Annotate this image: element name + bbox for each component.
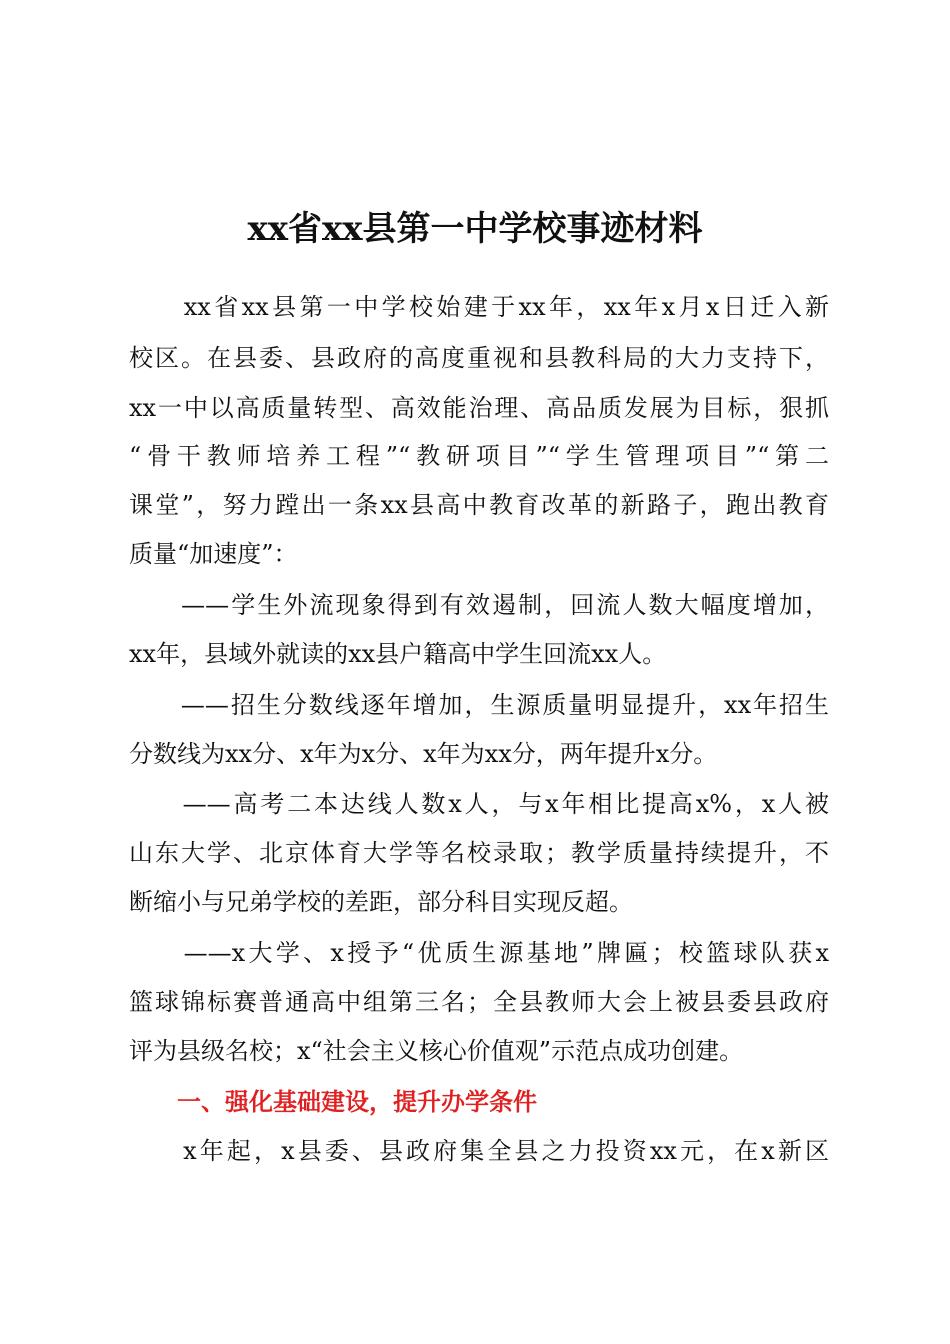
body-line: ——x大学、x授予“优质生源基地”牌匾；校篮球队获x — [129, 939, 829, 967]
body-line: ——学生外流现象得到有效遏制，回流人数大幅度增加， — [129, 591, 829, 619]
body-line: xx省xx县第一中学校始建于xx年，xx年x月x日迁入新 — [129, 293, 829, 321]
body-line: 分数线为xx分、x年为x分、x年为xx分，两年提升x分。 — [129, 740, 718, 768]
body-line: 质量“加速度”： — [129, 540, 298, 568]
body-line: 山东大学、北京体育大学等名校录取；教学质量持续提升，不 — [129, 839, 829, 867]
body-line: 课堂”，努力蹚出一条xx县高中教育改革的新路子，跑出教育 — [129, 491, 829, 519]
body-line: xx年，县域外就读的xx县户籍高中学生回流xx人。 — [129, 640, 667, 668]
body-line: 断缩小与兄弟学校的差距，部分科目实现反超。 — [129, 888, 633, 916]
document-title: xx省xx县第一中学校事迹材料 — [247, 209, 703, 249]
body-line: x年起，x县委、县政府集全县之力投资xx元，在x新区 — [129, 1137, 829, 1165]
section-heading: 一、强化基础建设，提升办学条件 — [129, 1087, 537, 1116]
body-line: “骨干教师培养工程”“教研项目”“学生管理项目”“第二 — [129, 442, 829, 470]
body-line: xx一中以高质量转型、高效能治理、高品质发展为目标，狠抓 — [129, 394, 829, 422]
body-line: 评为县级名校；x“社会主义核心价值观”示范点成功创建。 — [129, 1037, 744, 1065]
body-line: ——高考二本达线人数x人，与x年相比提高x%，x人被 — [129, 790, 829, 818]
body-line: 篮球锦标赛普通高中组第三名；全县教师大会上被县委县政府 — [129, 988, 829, 1016]
body-line: ——招生分数线逐年增加，生源质量明显提升，xx年招生 — [129, 691, 829, 719]
body-line: 校区。在县委、县政府的高度重视和县教科局的大力支持下， — [129, 344, 829, 372]
